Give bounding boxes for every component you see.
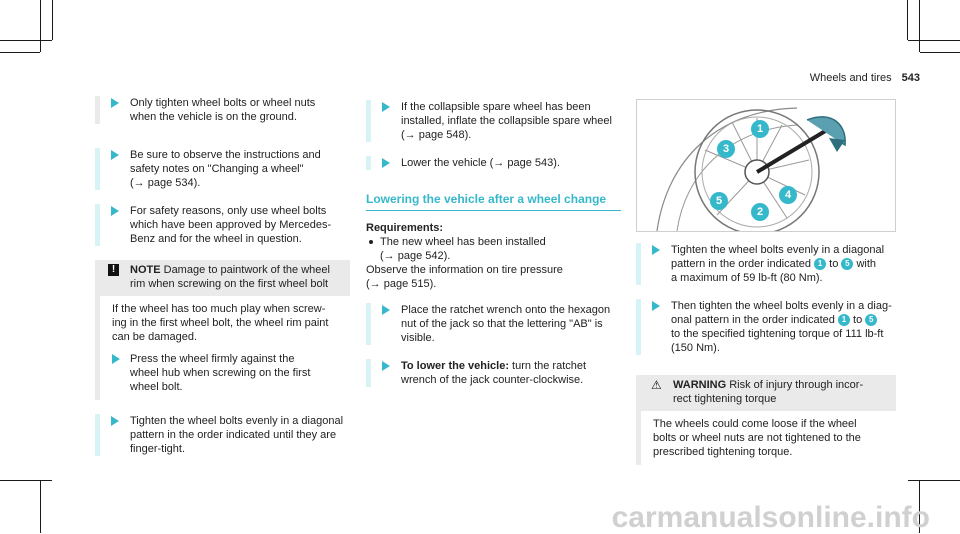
step-arrow-icon [111,98,119,108]
step-text: pattern in the order indicated until they are [130,429,337,441]
step-arrow-icon [382,361,390,371]
warning-body [641,411,896,459]
note-text: can be damaged. [112,331,198,343]
step-text: to [849,314,866,326]
step-text: For safety reasons, only use wheel bolts [130,205,327,217]
callout-number: 5 [841,258,853,270]
instruction-step [95,414,350,456]
step-text: installed, inflate the collapsible spare wheel [401,115,612,127]
requirements-label: Requirements: [366,222,444,234]
step-arrow-icon [112,354,120,364]
crop-mark [52,0,53,40]
page-reference-link[interactable]: (→ page 534). [130,177,201,189]
step-text: If the collapsible spare wheel has been [401,101,591,113]
warning-box [636,375,896,465]
note-header [100,260,350,296]
step-text: safety notes on "Changing a wheel" [130,163,304,175]
instruction-step [95,96,350,124]
crop-mark [920,52,960,53]
step-text: wheel hub when screwing on the first [130,367,311,379]
step-bold-text: To lower the vehicle: [401,360,509,372]
callout-badge: 4 [779,186,797,204]
middle-column [366,100,621,401]
section-title: Lowering the vehicle after a wheel change [366,192,621,211]
warning-triangle-icon: ⚠ [651,378,662,392]
note-text: ing in the first wheel bolt, the wheel rim paint [112,317,329,329]
crop-mark [0,52,40,53]
page-number: 543 [901,72,920,84]
step-text: Lower the vehicle (→ page 543). [401,157,560,169]
step-text: onal pattern in the order indicated [671,314,838,326]
warning-title: WARNING [673,379,727,391]
step-text: when the vehicle is on the ground. [130,111,297,123]
step-text: which have been approved by Mercedes- [130,219,332,231]
watermark: carmanualsonline.info [611,501,930,534]
note-text: Damage to paintwork of the wheel [163,264,330,276]
step-text: to [826,258,842,270]
right-column [636,243,896,479]
step-text: Tighten the wheel bolts evenly in a diagonal [130,415,344,427]
callout-number: 1 [838,314,850,326]
warning-text: rect tightening torque [673,393,777,405]
step-text: Benz and for the wheel in question. [130,233,302,245]
warning-text: prescribed tightening torque. [653,446,793,458]
step-text: Only tighten wheel bolts or wheel nuts [130,97,316,109]
step-text: Place the ratchet wrench onto the hexagon [401,304,611,316]
instruction-step [95,148,350,190]
step-arrow-icon [382,305,390,315]
instruction-step [366,100,621,142]
callout-number: 1 [814,258,826,270]
page-header [810,71,920,85]
instruction-step [112,352,344,394]
crop-mark [0,40,52,41]
instruction-step [366,303,621,345]
step-arrow-icon [382,102,390,112]
callout-number: 5 [865,314,877,326]
left-column [95,96,350,470]
exclamation-icon: ! [108,264,119,276]
step-text: nut of the jack so that the lettering "AB" is [401,318,603,330]
crop-mark [907,0,908,40]
step-text: Then tighten the wheel bolts evenly in a diag- [671,300,892,312]
step-arrow-icon [652,301,660,311]
crop-mark [908,480,960,481]
body-text: Observe the information on tire pressure [366,264,563,276]
step-text: finger-tight. [130,443,186,455]
step-text: (150 Nm). [671,342,720,354]
note-text: If the wheel has too much play when screw- [112,303,326,315]
warning-header [641,375,896,411]
step-arrow-icon [652,245,660,255]
page-reference-link[interactable]: (→ page 548). [401,129,472,141]
warning-text: bolts or wheel nuts are not tightened to the [653,432,861,444]
step-arrow-icon [111,416,119,426]
step-text: pattern in the order indicated [671,258,815,270]
step-text: Be sure to observe the instructions and [130,149,321,161]
instruction-step [95,204,350,246]
step-text: Press the wheel firmly against the [130,353,295,365]
step-text: visible. [401,332,435,344]
instruction-step [366,359,621,387]
crop-mark [40,480,41,533]
instruction-step [636,243,896,285]
step-text: a maximum of 59 lb-ft (80 Nm). [671,272,823,284]
callout-badge: 3 [717,140,735,158]
step-text: wrench of the jack counter-clockwise. [401,374,584,386]
wheel-bolt-diagram [636,99,896,232]
warning-text: The wheels could come loose if the wheel [653,418,857,430]
note-text: rim when screwing on the first wheel bolt [130,278,329,290]
instruction-step [366,156,621,170]
crop-mark [919,0,920,52]
step-arrow-icon [111,206,119,216]
step-arrow-icon [111,150,119,160]
step-text: turn the ratchet [509,360,587,372]
instruction-step [636,299,896,355]
note-body [100,296,350,394]
page-reference-link[interactable]: (→ page 542). [380,250,451,262]
page-reference-link[interactable]: (→ page 515). [366,278,437,290]
step-text: wheel bolt. [130,381,183,393]
crop-mark [40,0,41,52]
requirement-item: The new wheel has been installed [366,235,621,249]
step-text: Tighten the wheel bolts evenly in a diagonal [671,244,885,256]
callout-badge: 1 [751,120,769,138]
step-text: to the specified tightening torque of 111 lb-ft [671,328,884,340]
crop-mark [0,480,52,481]
section-name: Wheels and tires [809,72,892,84]
warning-text: Risk of injury through incor- [729,379,864,391]
note-box [95,260,350,400]
step-text: with [853,258,877,270]
callout-badge: 2 [751,203,769,221]
callout-badge: 5 [710,192,728,210]
note-title: NOTE [130,264,161,276]
crop-mark [908,40,960,41]
step-arrow-icon [382,158,390,168]
